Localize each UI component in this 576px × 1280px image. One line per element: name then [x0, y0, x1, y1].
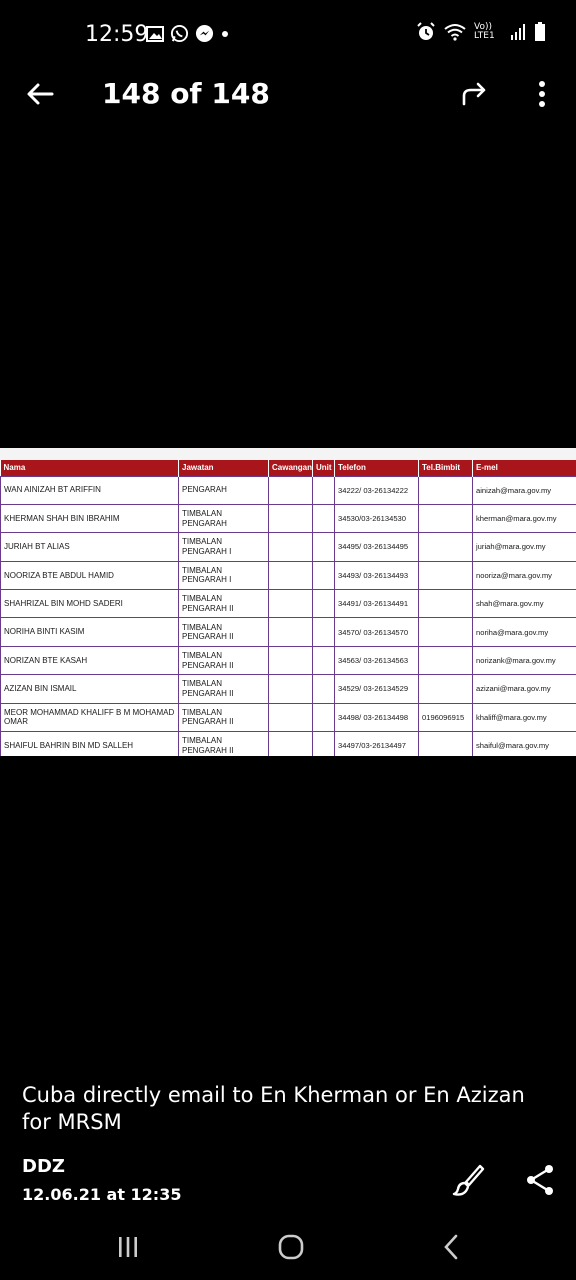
cell-telefon: 34530/03-26134530 [335, 504, 419, 532]
cell-jawatan: TIMBALAN PENGARAH II [179, 732, 269, 756]
gallery-icon [146, 26, 164, 42]
battery-icon [534, 22, 546, 42]
cell-unit [313, 561, 335, 589]
cell-jawatan: TIMBALAN PENGARAH II [179, 590, 269, 618]
alarm-icon [416, 22, 436, 42]
cell-tel-bimbit [419, 618, 473, 646]
cell-telefon: 34495/ 03-26134495 [335, 533, 419, 561]
cell-nama: MEOR MOHAMMAD KHALIFF B M MOHAMAD OMAR [1, 703, 179, 731]
arrow-left-icon[interactable] [22, 76, 58, 112]
table-header-row [1, 460, 576, 476]
cell-emel: nooriza@mara.gov.my [473, 561, 576, 589]
cell-unit [313, 675, 335, 703]
notification-icons [146, 24, 230, 43]
table-row [1, 476, 576, 504]
cell-cawangan [269, 504, 313, 532]
cell-cawangan [269, 732, 313, 756]
table-row [1, 533, 576, 561]
cell-telefon: 34497/03-26134497 [335, 732, 419, 756]
cell-nama: AZIZAN BIN ISMAIL [1, 675, 179, 703]
forward-arrow-icon[interactable] [456, 76, 492, 112]
cell-nama: NORIHA BINTI KASIM [1, 618, 179, 646]
messenger-icon [195, 24, 214, 43]
cell-telefon: 34222/ 03-26134222 [335, 476, 419, 504]
cell-cawangan [269, 618, 313, 646]
cell-tel-bimbit [419, 675, 473, 703]
cell-telefon: 34498/ 03-26134498 [335, 703, 419, 731]
cell-emel: noriha@mara.gov.my [473, 618, 576, 646]
sender-name: DDZ [22, 1156, 65, 1177]
cell-jawatan: TIMBALAN PENGARAH I [179, 533, 269, 561]
brush-icon[interactable] [450, 1162, 486, 1198]
dot-icon [220, 29, 230, 39]
cell-jawatan: TIMBALAN PENGARAH II [179, 618, 269, 646]
table-row [1, 618, 576, 646]
col-header: Jawatan [179, 460, 269, 476]
cell-unit [313, 703, 335, 731]
col-header: Nama [1, 460, 179, 476]
table-row [1, 504, 576, 532]
table-row [1, 703, 576, 731]
more-vertical-icon[interactable] [528, 76, 556, 112]
cell-jawatan: TIMBALAN PENGARAH II [179, 646, 269, 674]
cell-cawangan [269, 675, 313, 703]
cell-nama: WAN AINIZAH BT ARIFFIN [1, 476, 179, 504]
system-nav-bar [0, 1222, 576, 1272]
cell-emel: ainizah@mara.gov.my [473, 476, 576, 504]
wifi-icon [444, 23, 466, 41]
cell-nama: NORIZAN BTE KASAH [1, 646, 179, 674]
cell-cawangan [269, 703, 313, 731]
cell-cawangan [269, 561, 313, 589]
cell-tel-bimbit [419, 476, 473, 504]
cell-emel: kherman@mara.gov.my [473, 504, 576, 532]
nav-back-icon[interactable] [438, 1232, 464, 1262]
cell-jawatan: TIMBALAN PENGARAH II [179, 703, 269, 731]
whatsapp-icon [170, 24, 189, 43]
cell-unit [313, 590, 335, 618]
cell-unit [313, 732, 335, 756]
cell-unit [313, 504, 335, 532]
col-header: Tel.Bimbit [419, 460, 473, 476]
cell-unit [313, 533, 335, 561]
home-icon[interactable] [274, 1230, 308, 1264]
staff-table [0, 460, 576, 756]
cell-emel: azizani@mara.gov.my [473, 675, 576, 703]
table-row [1, 675, 576, 703]
network-label: Vo)) LTE1 [474, 22, 495, 41]
message-timestamp: 12.06.21 at 12:35 [22, 1185, 182, 1204]
cell-jawatan: TIMBALAN PENGARAH II [179, 675, 269, 703]
cell-jawatan: TIMBALAN PENGARAH I [179, 561, 269, 589]
table-row [1, 646, 576, 674]
recent-apps-icon[interactable] [113, 1232, 143, 1262]
cell-tel-bimbit [419, 533, 473, 561]
cell-telefon: 34529/ 03-26134529 [335, 675, 419, 703]
cell-cawangan [269, 646, 313, 674]
cell-cawangan [269, 476, 313, 504]
cell-telefon: 34563/ 03-26134563 [335, 646, 419, 674]
cell-emel: norizank@mara.gov.my [473, 646, 576, 674]
cell-tel-bimbit [419, 504, 473, 532]
cell-emel: juriah@mara.gov.my [473, 533, 576, 561]
cell-telefon: 34570/ 03-26134570 [335, 618, 419, 646]
cell-tel-bimbit [419, 590, 473, 618]
cell-nama: SHAIFUL BAHRIN BIN MD SALLEH [1, 732, 179, 756]
cell-tel-bimbit [419, 646, 473, 674]
cell-jawatan: TIMBALAN PENGARAH [179, 504, 269, 532]
image-top-edge [0, 448, 576, 460]
cell-emel: khaliff@mara.gov.my [473, 703, 576, 731]
status-bar [0, 0, 576, 70]
cell-jawatan: PENGARAH [179, 476, 269, 504]
cell-nama: JURIAH BT ALIAS [1, 533, 179, 561]
cell-tel-bimbit [419, 561, 473, 589]
cell-telefon: 34491/ 03-26134491 [335, 590, 419, 618]
image-counter: 148 of 148 [102, 77, 270, 110]
col-header: E-mel [473, 460, 576, 476]
cell-nama: NOORIZA BTE ABDUL HAMID [1, 561, 179, 589]
cell-unit [313, 476, 335, 504]
image-caption: Cuba directly email to En Kherman or En Azizan for MRSM [22, 1083, 525, 1134]
cell-unit [313, 646, 335, 674]
col-header: Telefon [335, 460, 419, 476]
cell-emel: shah@mara.gov.my [473, 590, 576, 618]
table-row [1, 561, 576, 589]
signal-icon [510, 23, 526, 41]
col-header: Unit [313, 460, 335, 476]
cell-cawangan [269, 533, 313, 561]
cell-nama: SHAHRIZAL BIN MOHD SADERI [1, 590, 179, 618]
cell-cawangan [269, 590, 313, 618]
cell-tel-bimbit [419, 732, 473, 756]
cell-emel: shaiful@mara.gov.my [473, 732, 576, 756]
cell-telefon: 34493/ 03-26134493 [335, 561, 419, 589]
table-row [1, 732, 576, 756]
cell-unit [313, 618, 335, 646]
table-row [1, 590, 576, 618]
cell-nama: KHERMAN SHAH BIN IBRAHIM [1, 504, 179, 532]
viewer-top-bar [0, 70, 576, 118]
share-icon[interactable] [524, 1162, 556, 1198]
shared-image[interactable] [0, 448, 576, 756]
table-body [1, 476, 576, 756]
col-header: Cawangan [269, 460, 313, 476]
status-time: 12:59 [85, 22, 149, 47]
system-icons [416, 22, 546, 42]
cell-tel-bimbit: 0196096915 [419, 703, 473, 731]
